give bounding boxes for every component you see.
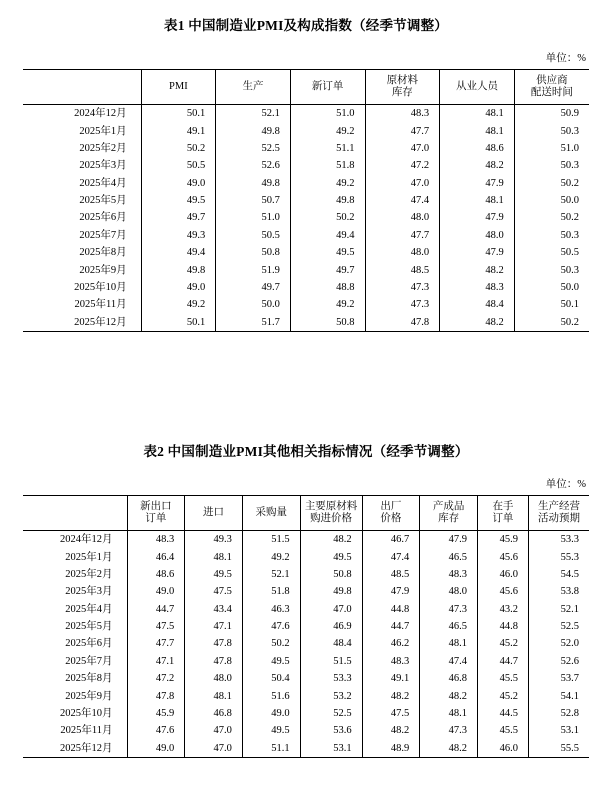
table1-row12-c5: 50.2 <box>514 314 589 332</box>
table2-row4-c5: 47.3 <box>420 601 478 618</box>
table-row <box>23 244 589 261</box>
table2-row1-c3: 49.5 <box>300 548 362 565</box>
table2-row7-c2: 49.5 <box>242 653 300 670</box>
table1-row9-c4: 48.2 <box>440 262 515 279</box>
table2-row3-c7: 53.8 <box>528 583 589 600</box>
table1-row7-c1: 50.5 <box>216 227 291 244</box>
table1-row11-c4: 48.4 <box>440 296 515 313</box>
table2-row6-c0: 47.7 <box>127 635 185 652</box>
table2-header-backlog-orders <box>477 496 528 531</box>
table1-row10-c1: 49.7 <box>216 279 291 296</box>
table-block-2 <box>0 440 612 758</box>
table2-row8-c6: 45.5 <box>477 670 528 687</box>
table1-row3-c5: 50.3 <box>514 157 589 174</box>
table-row <box>23 192 589 209</box>
table2-row0-c2: 51.5 <box>242 531 300 549</box>
table1-row5-label: 2025年5月 <box>79 195 127 207</box>
table-row <box>23 175 589 192</box>
table2-row4-c2: 46.3 <box>242 601 300 618</box>
table2-header-row <box>23 496 589 531</box>
table2-row0-c3: 48.2 <box>300 531 362 549</box>
table1-row4-c2: 49.2 <box>290 175 365 192</box>
table2-row1-c0: 46.4 <box>127 548 185 565</box>
table2-row11-c2: 49.5 <box>242 722 300 739</box>
table2-row11-c0: 47.6 <box>127 722 185 739</box>
table2-row7-c0: 47.1 <box>127 653 185 670</box>
table1-row12-c3: 47.8 <box>365 314 440 332</box>
table-row <box>23 122 589 139</box>
table1-row0-c0: 50.1 <box>141 105 216 123</box>
table2-row9-c2: 51.6 <box>242 688 300 705</box>
table1-row0-label: 2024年12月 <box>74 108 127 120</box>
table1-row1-c2: 49.2 <box>290 122 365 139</box>
table2-header-imports-line1: 进口 <box>203 506 225 518</box>
table1-title: 表1 中国制造业PMI及构成指数（经季节调整） <box>164 18 448 33</box>
table2-row10-c6: 44.5 <box>477 705 528 722</box>
table1-row6-c5: 50.2 <box>514 209 589 226</box>
table-row <box>23 705 589 722</box>
table1-row1-c3: 47.7 <box>365 122 440 139</box>
table2-row11-c6: 45.5 <box>477 722 528 739</box>
table1-header-production-line1: 生产 <box>242 80 264 92</box>
table1-row10-c4: 48.3 <box>440 279 515 296</box>
table1-header-row <box>23 70 589 105</box>
table1-row8-c2: 49.5 <box>290 244 365 261</box>
table-row <box>23 209 589 226</box>
table2-row11-c5: 47.3 <box>420 722 478 739</box>
table2-row12-c1: 47.0 <box>185 740 243 758</box>
table2-row0-c7: 53.3 <box>528 531 589 549</box>
table1-row9-c0: 49.8 <box>141 262 216 279</box>
table2-row10-c4: 47.5 <box>362 705 420 722</box>
table1-row5-c1: 50.7 <box>216 192 291 209</box>
table2-header-output-prices-line1: 出厂 <box>380 500 402 512</box>
table2-row6-c4: 46.2 <box>362 635 420 652</box>
table2-row9-c1: 48.1 <box>185 688 243 705</box>
table1-row7-label: 2025年7月 <box>79 229 127 241</box>
table1-row3-c1: 52.6 <box>216 157 291 174</box>
table2-row7-c7: 52.6 <box>528 653 589 670</box>
table2-row4-c7: 52.1 <box>528 601 589 618</box>
table2-header-business-expectations-line1: 生产经营 <box>537 500 580 512</box>
table1-row7-c2: 49.4 <box>290 227 365 244</box>
table2-row6-c7: 52.0 <box>528 635 589 652</box>
table1-row8-c5: 50.5 <box>514 244 589 261</box>
table2-row4-c0: 44.7 <box>127 601 185 618</box>
table2-row12-c0: 49.0 <box>127 740 185 758</box>
table1-row10-c0: 49.0 <box>141 279 216 296</box>
table2-row1-c4: 47.4 <box>362 548 420 565</box>
table1-row6-label: 2025年6月 <box>79 212 127 224</box>
table1-header-new-orders-line1: 新订单 <box>311 80 344 92</box>
table1-row2-c4: 48.6 <box>440 140 515 157</box>
table2-row1-c1: 48.1 <box>185 548 243 565</box>
table2-row2-c3: 50.8 <box>300 566 362 583</box>
table2-row7-c1: 47.8 <box>185 653 243 670</box>
table1-row5-c5: 50.0 <box>514 192 589 209</box>
table2-row11-c1: 47.0 <box>185 722 243 739</box>
table1-row12-c4: 48.2 <box>440 314 515 332</box>
table1-row11-c3: 47.3 <box>365 296 440 313</box>
table2-row0-c6: 45.9 <box>477 531 528 549</box>
table1-header-employment-line1: 从业人员 <box>455 80 498 92</box>
table1-row5-c2: 49.8 <box>290 192 365 209</box>
table2-row3-label: 2025年3月 <box>65 586 113 598</box>
table1-row8-c3: 48.0 <box>365 244 440 261</box>
table2-row3-c1: 47.5 <box>185 583 243 600</box>
table-row <box>23 296 589 313</box>
table2-row12-c4: 48.9 <box>362 740 420 758</box>
table1-row6-c2: 50.2 <box>290 209 365 226</box>
table1-row4-c5: 50.2 <box>514 175 589 192</box>
table1-row2-c1: 52.5 <box>216 140 291 157</box>
table1-row5-c0: 49.5 <box>141 192 216 209</box>
table2-row3-c0: 49.0 <box>127 583 185 600</box>
table1-row1-c5: 50.3 <box>514 122 589 139</box>
table1-row10-c3: 47.3 <box>365 279 440 296</box>
table1-row2-c2: 51.1 <box>290 140 365 157</box>
table2-header-imports <box>185 496 243 531</box>
table2-header-input-prices <box>300 496 362 531</box>
table2-row12-c2: 51.1 <box>242 740 300 758</box>
table2-header-backlog-orders-line2: 订单 <box>492 513 514 524</box>
table1-row10-c2: 48.8 <box>290 279 365 296</box>
table1-row7-c4: 48.0 <box>440 227 515 244</box>
table1-row0-c5: 50.9 <box>514 105 589 123</box>
table2-row9-c4: 48.2 <box>362 688 420 705</box>
table2-row2-c5: 48.3 <box>420 566 478 583</box>
table-row <box>23 670 589 687</box>
table1-row2-c0: 50.2 <box>141 140 216 157</box>
table-row <box>23 583 589 600</box>
table2-row5-c7: 52.5 <box>528 618 589 635</box>
table1-row11-c5: 50.1 <box>514 296 589 313</box>
table1-row5-c3: 47.4 <box>365 192 440 209</box>
table1-row4-c0: 49.0 <box>141 175 216 192</box>
table2-row6-c3: 48.4 <box>300 635 362 652</box>
table2-row0-c0: 48.3 <box>127 531 185 549</box>
table-row <box>23 279 589 296</box>
table1-header-label <box>23 70 141 105</box>
table2-row6-c5: 48.1 <box>420 635 478 652</box>
table1-header-production <box>216 70 291 105</box>
table1-header-supplier-delivery <box>514 70 589 105</box>
table1-row2-c3: 47.0 <box>365 140 440 157</box>
table2-header-output-prices <box>362 496 420 531</box>
table-row <box>23 566 589 583</box>
table-row <box>23 227 589 244</box>
table1-row1-c1: 49.8 <box>216 122 291 139</box>
table1-row10-c5: 50.0 <box>514 279 589 296</box>
table1-row9-c2: 49.7 <box>290 262 365 279</box>
table1-row3-c0: 50.5 <box>141 157 216 174</box>
table2-row3-c2: 51.8 <box>242 583 300 600</box>
table2-header-purchase-volume <box>242 496 300 531</box>
table2-row8-c7: 53.7 <box>528 670 589 687</box>
table2-row4-c3: 47.0 <box>300 601 362 618</box>
table1-row5-c4: 48.1 <box>440 192 515 209</box>
table-block-1 <box>0 14 612 332</box>
table2-row6-label: 2025年6月 <box>65 638 113 650</box>
table2-header-output-prices-line2: 价格 <box>380 513 402 524</box>
table1-row2-c5: 51.0 <box>514 140 589 157</box>
table1-row12-label: 2025年12月 <box>23 314 141 332</box>
table2-row9-c5: 48.2 <box>420 688 478 705</box>
table2-row12-c5: 48.2 <box>420 740 478 758</box>
table-row <box>23 722 589 739</box>
table2-row7-c3: 51.5 <box>300 653 362 670</box>
table2-header-input-prices-line1: 主要原材料 <box>304 500 358 512</box>
table1-row3-label: 2025年3月 <box>79 160 127 172</box>
table2-row1-c5: 46.5 <box>420 548 478 565</box>
table2-row4-c1: 43.4 <box>185 601 243 618</box>
table2-header-business-expectations <box>528 496 589 531</box>
table-row <box>23 601 589 618</box>
table2-row8-c2: 50.4 <box>242 670 300 687</box>
table2-header-label <box>23 496 127 531</box>
table2-row1-c2: 49.2 <box>242 548 300 565</box>
table-row <box>23 740 589 758</box>
table2-row4-label: 2025年4月 <box>65 603 113 615</box>
table2-title: 表2 中国制造业PMI其他相关指标情况（经季节调整） <box>143 444 469 459</box>
table1-row4-c3: 47.0 <box>365 175 440 192</box>
table2-row9-c6: 45.2 <box>477 688 528 705</box>
table1-row7-c0: 49.3 <box>141 227 216 244</box>
table2-header-finished-goods-inventory-line2: 库存 <box>438 513 460 524</box>
table2-row2-label: 2025年2月 <box>65 568 113 580</box>
table2-row8-c5: 46.8 <box>420 670 478 687</box>
table1-body <box>23 105 589 332</box>
table2-header-new-export-orders-line2: 订单 <box>145 513 167 524</box>
table2-row3-c4: 47.9 <box>362 583 420 600</box>
table2-row0-c4: 46.7 <box>362 531 420 549</box>
table2-row6-c2: 50.2 <box>242 635 300 652</box>
table2-row2-c4: 48.5 <box>362 566 420 583</box>
table2-row1-c6: 45.6 <box>477 548 528 565</box>
table2-row6-c1: 47.8 <box>185 635 243 652</box>
table-row <box>23 157 589 174</box>
table2-row10-c2: 49.0 <box>242 705 300 722</box>
table2-row4-c6: 43.2 <box>477 601 528 618</box>
table2-row9-c0: 47.8 <box>127 688 185 705</box>
table2-row0-c1: 49.3 <box>185 531 243 549</box>
table2-row8-c4: 49.1 <box>362 670 420 687</box>
table2-row11-c7: 53.1 <box>528 722 589 739</box>
table1-row9-c1: 51.9 <box>216 262 291 279</box>
table-row <box>23 314 589 332</box>
table1-row6-c3: 48.0 <box>365 209 440 226</box>
table1-row6-c0: 49.7 <box>141 209 216 226</box>
table2-header-finished-goods-inventory-line1: 产成品 <box>432 500 465 512</box>
table2-row12-label: 2025年12月 <box>23 740 127 758</box>
table-row <box>23 635 589 652</box>
table2-row8-c0: 47.2 <box>127 670 185 687</box>
table1-header-raw-material-inventory-line2: 库存 <box>391 87 413 98</box>
table2-row7-c5: 47.4 <box>420 653 478 670</box>
table2-row2-c2: 52.1 <box>242 566 300 583</box>
table-row <box>23 262 589 279</box>
table1-row4-c1: 49.8 <box>216 175 291 192</box>
table1-row4-label: 2025年4月 <box>79 177 127 189</box>
table2-row8-label: 2025年8月 <box>65 673 113 685</box>
table1-header-supplier-delivery-line2: 配送时间 <box>530 87 573 98</box>
table1-row0-c4: 48.1 <box>440 105 515 123</box>
table2-row9-c7: 54.1 <box>528 688 589 705</box>
table2-row10-c7: 52.8 <box>528 705 589 722</box>
table2-row1-c7: 55.3 <box>528 548 589 565</box>
table2-row12-c7: 55.5 <box>528 740 589 758</box>
table2-row3-c3: 49.8 <box>300 583 362 600</box>
table1-header-raw-material-inventory-line1: 原材料 <box>386 74 419 86</box>
table1-row6-c4: 47.9 <box>440 209 515 226</box>
table1-row12-c2: 50.8 <box>290 314 365 332</box>
table2-row10-c0: 45.9 <box>127 705 185 722</box>
table2-row10-c5: 48.1 <box>420 705 478 722</box>
table2-row2-c7: 54.5 <box>528 566 589 583</box>
table2-row0-c5: 47.9 <box>420 531 478 549</box>
table-row <box>23 653 589 670</box>
table2-row7-label: 2025年7月 <box>65 655 113 667</box>
table2-row2-c6: 46.0 <box>477 566 528 583</box>
table1-unit: 单位：% <box>545 53 586 64</box>
table1-row12-c0: 50.1 <box>141 314 216 332</box>
table2-row7-c6: 44.7 <box>477 653 528 670</box>
table2-row1-label: 2025年1月 <box>65 551 113 563</box>
table1-row12-c1: 51.7 <box>216 314 291 332</box>
table1-row0-c3: 48.3 <box>365 105 440 123</box>
table2-row10-c3: 52.5 <box>300 705 362 722</box>
table2-row0-label: 2024年12月 <box>60 534 113 546</box>
table-row <box>23 548 589 565</box>
table2-row5-c3: 46.9 <box>300 618 362 635</box>
table2-header-input-prices-line2: 购进价格 <box>310 513 353 524</box>
table-row <box>23 531 589 549</box>
table1-row0-c2: 51.0 <box>290 105 365 123</box>
table1-row3-c4: 48.2 <box>440 157 515 174</box>
table1-row1-c0: 49.1 <box>141 122 216 139</box>
table1-row7-c5: 50.3 <box>514 227 589 244</box>
table2-row5-c1: 47.1 <box>185 618 243 635</box>
table-row <box>23 105 589 123</box>
table2-row4-c4: 44.8 <box>362 601 420 618</box>
table1 <box>23 69 589 332</box>
table2-row11-c4: 48.2 <box>362 722 420 739</box>
table1-row11-c2: 49.2 <box>290 296 365 313</box>
table1-row11-c1: 50.0 <box>216 296 291 313</box>
table2-row5-c2: 47.6 <box>242 618 300 635</box>
table2 <box>23 495 589 758</box>
table1-header-new-orders <box>290 70 365 105</box>
table1-row1-c4: 48.1 <box>440 122 515 139</box>
table1-header-raw-material-inventory <box>365 70 440 105</box>
table2-row10-c1: 46.8 <box>185 705 243 722</box>
table1-row8-label: 2025年8月 <box>79 247 127 259</box>
table1-header-pmi <box>141 70 216 105</box>
table-row <box>23 688 589 705</box>
table1-row9-label: 2025年9月 <box>79 264 127 276</box>
table2-header-backlog-orders-line1: 在手 <box>492 500 514 512</box>
table2-header-new-export-orders <box>127 496 185 531</box>
table1-row8-c0: 49.4 <box>141 244 216 261</box>
table2-row10-label: 2025年10月 <box>60 708 113 720</box>
table1-header-pmi-line1: PMI <box>169 80 188 92</box>
table1-row0-c1: 52.1 <box>216 105 291 123</box>
table2-row5-c6: 44.8 <box>477 618 528 635</box>
table2-row9-c3: 53.2 <box>300 688 362 705</box>
table2-unit: 单位：% <box>545 479 586 490</box>
table1-row6-c1: 51.0 <box>216 209 291 226</box>
table2-row8-c1: 48.0 <box>185 670 243 687</box>
table1-row4-c4: 47.9 <box>440 175 515 192</box>
table2-row9-label: 2025年9月 <box>65 690 113 702</box>
table2-header-new-export-orders-line1: 新出口 <box>140 500 172 512</box>
table2-body <box>23 531 589 758</box>
table-row <box>23 140 589 157</box>
table1-row3-c3: 47.2 <box>365 157 440 174</box>
table-row <box>23 618 589 635</box>
table1-row8-c1: 50.8 <box>216 244 291 261</box>
table1-header-employment <box>440 70 515 105</box>
table2-row5-c0: 47.5 <box>127 618 185 635</box>
table1-row1-label: 2025年1月 <box>79 125 127 137</box>
table1-row11-label: 2025年11月 <box>74 299 127 311</box>
table2-header-business-expectations-line2: 活动预期 <box>537 513 580 524</box>
table2-row5-c5: 46.5 <box>420 618 478 635</box>
table1-row10-label: 2025年10月 <box>74 282 127 294</box>
table2-row5-label: 2025年5月 <box>65 621 113 633</box>
table2-row11-label: 2025年11月 <box>60 725 113 737</box>
table2-row8-c3: 53.3 <box>300 670 362 687</box>
table1-row8-c4: 47.9 <box>440 244 515 261</box>
table2-row5-c4: 44.7 <box>362 618 420 635</box>
table2-row6-c6: 45.2 <box>477 635 528 652</box>
table2-row11-c3: 53.6 <box>300 722 362 739</box>
table2-row2-c0: 48.6 <box>127 566 185 583</box>
table2-row12-c6: 46.0 <box>477 740 528 758</box>
table2-row2-c1: 49.5 <box>185 566 243 583</box>
table1-row2-label: 2025年2月 <box>79 142 127 154</box>
table1-row9-c5: 50.3 <box>514 262 589 279</box>
table1-row3-c2: 51.8 <box>290 157 365 174</box>
table2-row12-c3: 53.1 <box>300 740 362 758</box>
table1-row7-c3: 47.7 <box>365 227 440 244</box>
table2-row3-c6: 45.6 <box>477 583 528 600</box>
table2-header-finished-goods-inventory <box>420 496 478 531</box>
table1-header-supplier-delivery-line1: 供应商 <box>536 74 568 86</box>
table1-row11-c0: 49.2 <box>141 296 216 313</box>
table2-row3-c5: 48.0 <box>420 583 478 600</box>
table2-header-purchase-volume-line1: 采购量 <box>255 506 287 518</box>
table1-row9-c3: 48.5 <box>365 262 440 279</box>
table2-row7-c4: 48.3 <box>362 653 420 670</box>
